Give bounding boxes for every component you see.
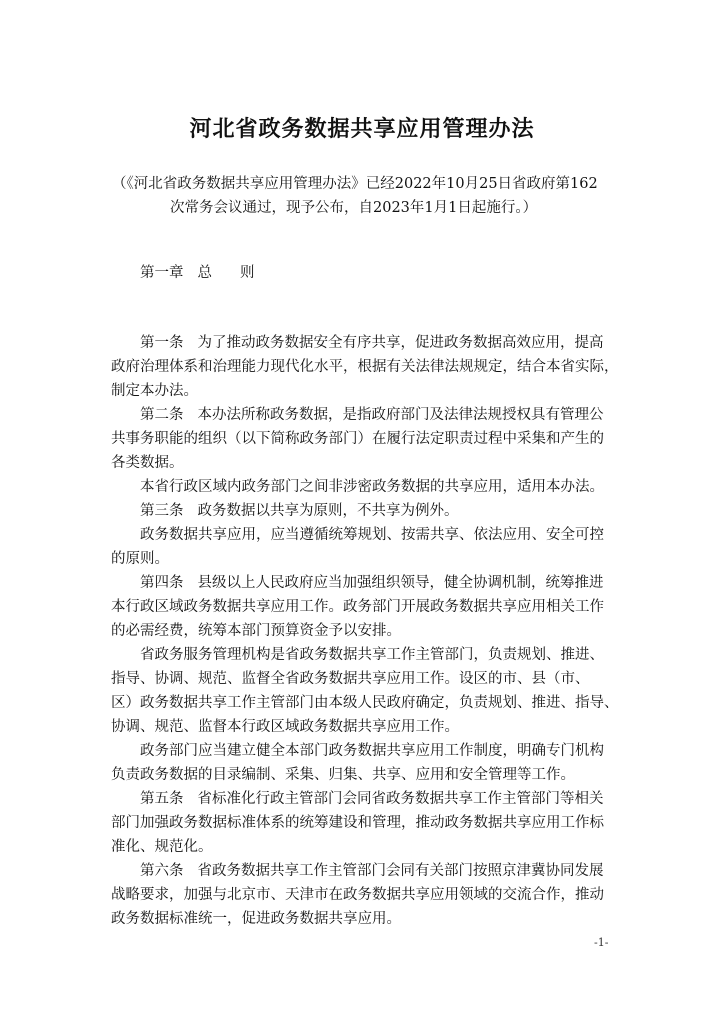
article-text: 省标准化行政主管部门会同省政务数据共享工作主管部门等相关: [197, 791, 604, 807]
article-label: 第二条: [140, 407, 184, 423]
article-label: 第三条: [140, 503, 184, 519]
paragraph-text: 政务数据共享应用，应当遵循统筹规划、按需共享、依法应用、安全可控: [140, 527, 604, 543]
page-number: -1-: [594, 936, 609, 949]
article-text: 政府治理体系和治理能力现代化水平，根据有关法律法规规定，结合本省实际，: [111, 359, 619, 375]
chapter-name-second: 则: [240, 265, 255, 281]
article-2: [111, 403, 631, 475]
article-text: 共事务职能的组织（以下简称政务部门）在履行法定职责过程中采集和产生的: [111, 431, 604, 447]
document-body: [111, 331, 631, 931]
article-4-paragraph: [111, 643, 631, 739]
chapter-heading: [140, 261, 255, 282]
chapter-name-first: 总: [197, 265, 212, 281]
article-text: 战略要求，加强与北京市、天津市在政务数据共享应用领域的交流合作，推动: [111, 887, 604, 903]
publication-note-line: 次常务会议通过，现予公布，自2023年1月1日起施行。）: [170, 200, 538, 216]
article-text: 各类数据。: [111, 455, 184, 471]
paragraph-text: 政务部门应当建立健全本部门政务数据共享应用工作制度，明确专门机构: [140, 743, 604, 759]
article-1: [111, 331, 631, 403]
article-5: [111, 787, 631, 859]
article-text: 政务数据以共享为原则，不共享为例外。: [197, 503, 459, 519]
paragraph-text: 负责政务数据的目录编制、采集、归集、共享、应用和安全管理等工作。: [111, 767, 575, 783]
paragraph-text: 指导、协调、规范、监督全省政务数据共享应用工作。设区的市、县（市、: [111, 671, 590, 687]
article-text: 本行政区域政务数据共享应用工作。政务部门开展政务数据共享应用相关工作: [111, 599, 604, 615]
article-2-paragraph: [111, 475, 631, 499]
article-4: [111, 571, 631, 643]
article-text: 省政务数据共享工作主管部门会同有关部门按照京津冀协同发展: [197, 863, 604, 879]
paragraph-text: 本省行政区域内政务部门之间非涉密政务数据的共享应用，适用本办法。: [140, 479, 604, 495]
article-3: [111, 499, 631, 523]
article-label: 第五条: [140, 791, 184, 807]
article-label: 第四条: [140, 575, 184, 591]
article-text: 的必需经费，统筹本部门预算资金予以安排。: [111, 623, 401, 639]
article-3-paragraph: [111, 523, 631, 571]
article-text: 县级以上人民政府应当加强组织领导，健全协调机制，统筹推进: [197, 575, 604, 591]
article-text: 本办法所称政务数据，是指政府部门及法律法规授权具有管理公: [197, 407, 604, 423]
paragraph-text: 省政务服务管理机构是省政务数据共享工作主管部门，负责规划、推进、: [140, 647, 604, 663]
article-label: 第一条: [140, 335, 184, 351]
publication-note-line: （《河北省政务数据共享应用管理办法》已经2022年10月25日省政府第162: [112, 176, 598, 192]
article-text: 制定本办法。: [111, 383, 198, 399]
document-title: 河北省政务数据共享应用管理办法: [189, 116, 535, 142]
article-text: 政务数据标准统一，促进政务数据共享应用。: [111, 911, 401, 927]
article-text: 部门加强政务数据标准体系的统筹建设和管理，推动政务数据共享应用工作标: [111, 815, 604, 831]
paragraph-text: 协调、规范、监督本行政区域政务数据共享应用工作。: [111, 719, 459, 735]
chapter-label: 第一章: [140, 265, 184, 281]
article-4-paragraph: [111, 739, 631, 787]
article-text: 准化、规范化。: [111, 839, 213, 855]
article-label: 第六条: [140, 863, 184, 879]
publication-note: [112, 172, 612, 220]
article-6: [111, 859, 631, 931]
paragraph-text: 的原则。: [111, 551, 169, 567]
article-text: 为了推动政务数据安全有序共享，促进政务数据高效应用，提高: [197, 335, 604, 351]
paragraph-text: 区）政务数据共享工作主管部门由本级人民政府确定，负责规划、推进、指导、: [111, 695, 619, 711]
